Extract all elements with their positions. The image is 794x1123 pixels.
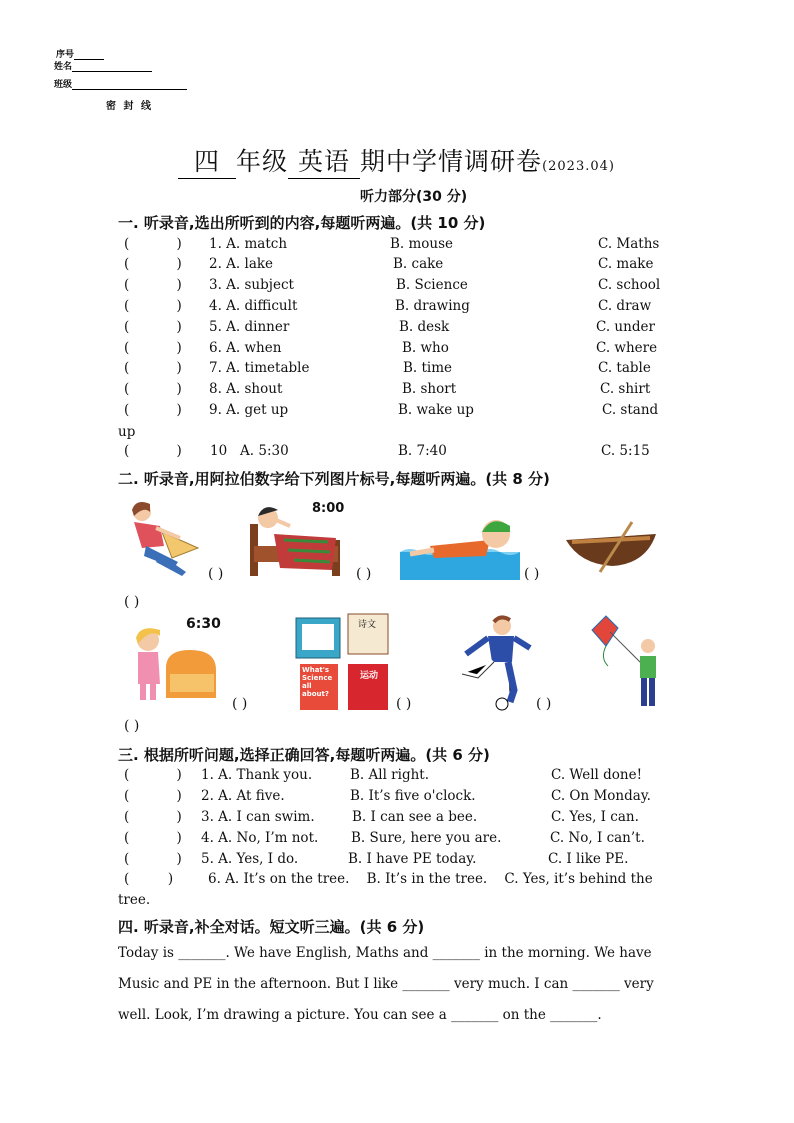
section2-heading: 二. 听录音,用阿拉伯数字给下列图片标号,每题听两遍。(共 8 分): [118, 470, 550, 488]
section3-option-c: C. I like PE.: [548, 851, 629, 867]
answer-paren[interactable]: ( ): [124, 340, 182, 356]
section3-option-c: C. Well done!: [551, 767, 642, 783]
paren-4[interactable]: ( ): [124, 594, 140, 610]
section1-option-num: 10 A. 5:30: [210, 443, 289, 459]
answer-paren[interactable]: ( ): [124, 298, 182, 314]
section3-option-b: B. Sure, here you are.: [351, 830, 502, 846]
section1-heading: 一. 听录音,选出所听到的内容,每题听两遍。(共 10 分): [118, 214, 486, 232]
paren-5[interactable]: ( ): [232, 696, 248, 712]
name-field: [54, 59, 152, 72]
answer-paren[interactable]: ( ): [124, 319, 182, 335]
page-title: [178, 142, 615, 179]
section1-option-b: B. cake: [393, 256, 444, 272]
paren-8[interactable]: ( ): [124, 718, 140, 734]
section1-option-num: 4. A. difficult: [209, 298, 298, 314]
section3-option-b: B. All right.: [350, 767, 430, 783]
paren-1[interactable]: ( ): [208, 566, 224, 582]
section1-option-b: B. drawing: [395, 298, 470, 314]
paren-6[interactable]: ( ): [396, 696, 412, 712]
section1-option-b: B. who: [402, 340, 449, 356]
section1-option-b: B. short: [402, 381, 457, 397]
class-field: [54, 77, 187, 90]
section1-option-c: C. shirt: [600, 381, 651, 397]
section1-option-num: 3. A. subject: [209, 277, 294, 293]
title-exam-name: 期中学情调研卷: [360, 147, 543, 176]
answer-paren[interactable]: ( ): [124, 443, 182, 459]
book-label-3: 运动: [360, 671, 379, 681]
seal-line-text: 密 封 线: [106, 101, 153, 112]
section1-option-c: C. school: [598, 277, 661, 293]
section3-option-a: 4. A. No, I’m not.: [201, 830, 319, 846]
paren-3[interactable]: ( ): [524, 566, 540, 582]
answer-paren[interactable]: ( ): [124, 277, 182, 293]
book-label-1: 诗文: [358, 620, 377, 630]
answer-paren[interactable]: ( ): [124, 809, 182, 825]
section3-option-b: B. I have PE today.: [348, 851, 477, 867]
section1-option-b: B. mouse: [390, 236, 454, 252]
section3-item6-wrap: tree.: [118, 892, 151, 908]
section1-option-c: C. draw: [598, 298, 652, 314]
section3-option-a: 3. A. I can swim.: [201, 809, 315, 825]
section4-line-2: Music and PE in the afternoon. But I like _______ very much. I can _______ very: [118, 976, 654, 992]
section1-option-c: C. make: [598, 256, 654, 272]
section1-wrap-text: up: [118, 424, 136, 440]
section1-option-num: 6. A. when: [209, 340, 282, 356]
section3-item6: 6. A. It’s on the tree. B. It’s in the tree. C. Yes, it’s behind the: [208, 871, 653, 887]
answer-paren[interactable]: ( ): [124, 851, 182, 867]
answer-paren[interactable]: ( ): [124, 830, 182, 846]
clock-label-630: 6:30: [186, 616, 221, 632]
picture-boat: [562, 520, 660, 576]
section1-option-c: C. under: [596, 319, 655, 335]
section1-option-c: C. stand: [602, 402, 659, 418]
picture-kite: [586, 612, 666, 714]
answer-paren[interactable]: ( ): [124, 381, 182, 397]
section3-option-c: C. No, I can’t.: [550, 830, 645, 846]
class-label: 班级: [54, 80, 73, 90]
part-heading: 听力部分(30 分): [360, 189, 468, 205]
section1-option-c: C. Maths: [598, 236, 660, 252]
answer-paren[interactable]: ( ): [124, 788, 182, 804]
section3-item6-paren[interactable]: ( ): [124, 871, 174, 887]
answer-paren[interactable]: ( ): [124, 236, 182, 252]
section1-option-b: B. wake up: [398, 402, 474, 418]
section4-heading: 四. 听录音,补全对话。短文听三遍。(共 6 分): [118, 918, 425, 936]
section3-option-b: B. I can see a bee.: [352, 809, 478, 825]
section1-option-num: 8. A. shout: [209, 381, 283, 397]
section1-option-num: 7. A. timetable: [209, 360, 310, 376]
section3-option-a: 2. A. At five.: [201, 788, 285, 804]
picture-girl: [120, 498, 200, 580]
name-label: 姓名: [54, 62, 73, 72]
section1-option-c: C. table: [598, 360, 651, 376]
section1-option-b: B. 7:40: [398, 443, 447, 459]
answer-paren[interactable]: ( ): [124, 402, 182, 418]
section3-heading: 三. 根据所听问题,选择正确回答,每题听两遍。(共 6 分): [118, 746, 490, 764]
seat-label: 序号: [56, 50, 75, 60]
section1-option-num: 2. A. lake: [209, 256, 274, 272]
section1-option-num: 5. A. dinner: [209, 319, 290, 335]
clock-label-8: 8:00: [312, 501, 345, 516]
picture-football: [452, 614, 538, 712]
section1-option-num: 1. A. match: [209, 236, 288, 252]
class-blank[interactable]: [72, 80, 187, 90]
answer-paren[interactable]: ( ): [124, 767, 182, 783]
title-grade: 四: [178, 142, 236, 179]
paren-7[interactable]: ( ): [536, 696, 552, 712]
section3-option-c: C. On Monday.: [551, 788, 651, 804]
picture-swimming: [400, 510, 520, 580]
section3-option-c: C. Yes, I can.: [551, 809, 639, 825]
section4-line-1: Today is _______. We have English, Maths and _______ in the morning. We have: [118, 945, 652, 961]
title-date: (2023.04): [542, 159, 615, 174]
section3-option-a: 5. A. Yes, I do.: [201, 851, 299, 867]
title-grade-suffix: 年级: [236, 147, 289, 176]
section3-option-b: B. It’s five o'clock.: [350, 788, 476, 804]
section1-option-c: C. 5:15: [601, 443, 650, 459]
title-subject: 英语: [288, 142, 360, 179]
book-label-2: What's Science all about?: [302, 666, 333, 698]
section1-option-num: 9. A. get up: [209, 402, 289, 418]
section1-option-b: B. time: [403, 360, 453, 376]
paren-2[interactable]: ( ): [356, 566, 372, 582]
answer-paren[interactable]: ( ): [124, 360, 182, 376]
section1-option-b: B. desk: [399, 319, 450, 335]
section4-line-3: well. Look, I’m drawing a picture. You can see a _______ on the _______.: [118, 1007, 602, 1023]
name-blank[interactable]: [72, 62, 152, 72]
section1-option-c: C. where: [596, 340, 658, 356]
section1-option-b: B. Science: [396, 277, 468, 293]
section3-option-a: 1. A. Thank you.: [201, 767, 313, 783]
answer-paren[interactable]: ( ): [124, 256, 182, 272]
